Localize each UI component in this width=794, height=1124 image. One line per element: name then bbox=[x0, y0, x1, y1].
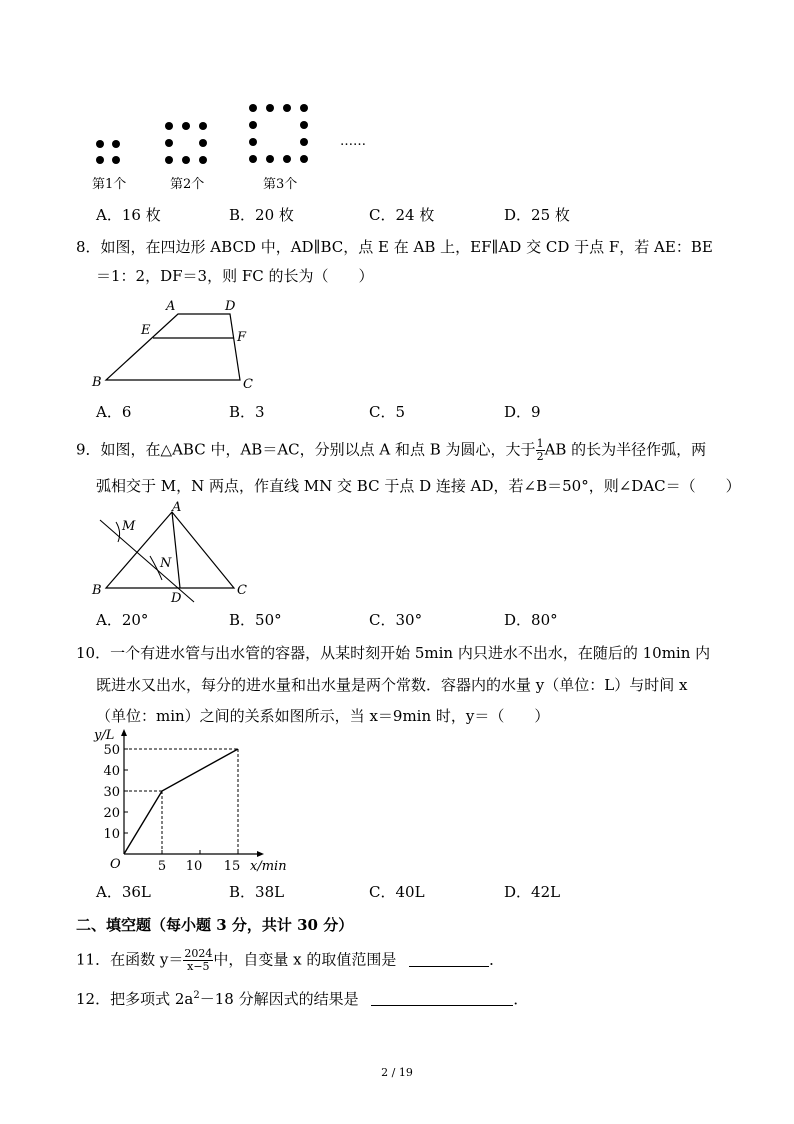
label-D: D bbox=[225, 299, 236, 314]
y-tick-label: 10 bbox=[103, 827, 120, 842]
q9-stem-line1-a: 9．如图，在△ABC 中，AB＝AC，分别以点 A 和点 B 为圆心，大于 bbox=[76, 440, 536, 459]
q10-stem-line1: 10．一个有进水管与出水管的容器，从某时刻开始 5min 内只进水不出水，在随后的 10min 内 bbox=[76, 644, 711, 662]
q9-frac-num: 1 bbox=[536, 437, 544, 450]
q9-stem-line2: 弧相交于 M，N 两点，作直线 MN 交 BC 于点 D 连接 AD，若∠B＝50°，则∠DAC＝（ ） bbox=[96, 477, 741, 495]
q10-option-b[interactable]: B．38L bbox=[229, 883, 285, 901]
q7-option-c[interactable]: C．24 枚 bbox=[369, 206, 435, 224]
label-B: B bbox=[92, 375, 102, 390]
q8-option-b[interactable]: B．3 bbox=[229, 403, 265, 421]
q11-fraction bbox=[183, 948, 213, 973]
pattern-2-label: 第2个 bbox=[170, 177, 205, 192]
q12-answer-blank[interactable] bbox=[371, 991, 513, 1006]
q7-option-a[interactable]: A．16 枚 bbox=[96, 206, 161, 224]
q10-stem-line3: （单位：min）之间的关系如图所示，当 x＝9min 时，y＝（ ） bbox=[96, 707, 550, 725]
q9-stem-line1-b: AB 的长为半径作弧，两 bbox=[544, 440, 707, 459]
y-tick-label: 30 bbox=[103, 785, 120, 800]
q9-option-a[interactable]: A．20° bbox=[96, 611, 149, 629]
label-D: D bbox=[171, 591, 182, 606]
q9-fraction bbox=[536, 438, 545, 463]
q8-trapezoid-figure bbox=[88, 296, 268, 394]
label-C: C bbox=[243, 377, 253, 392]
label-A: A bbox=[166, 299, 176, 314]
pattern-3-label: 第3个 bbox=[263, 177, 298, 192]
q11-frac-den: x−5 bbox=[187, 960, 210, 973]
q11-answer-blank[interactable] bbox=[409, 952, 489, 967]
q12-stem bbox=[76, 986, 528, 1009]
x-tick-label: 10 bbox=[185, 859, 203, 874]
pattern-1 bbox=[96, 140, 120, 164]
ellipsis: …… bbox=[340, 134, 366, 149]
q11-prefix: 11．在函数 y＝ bbox=[76, 950, 184, 969]
x-axis-arrow bbox=[257, 851, 264, 857]
q9-stem-line1 bbox=[76, 438, 706, 463]
q9-frac-den: 2 bbox=[536, 450, 544, 463]
pattern-2 bbox=[165, 122, 207, 164]
q9-option-b[interactable]: B．50° bbox=[229, 611, 282, 629]
q8-option-a[interactable]: A．6 bbox=[96, 403, 132, 421]
x-tick-label: 15 bbox=[223, 859, 241, 874]
q8-option-d[interactable]: D．9 bbox=[504, 403, 541, 421]
y-axis-arrow bbox=[121, 729, 127, 736]
y-tick-label: 40 bbox=[103, 764, 120, 779]
y-tick-label: 50 bbox=[103, 743, 120, 758]
q10-stem-line2: 既进水又出水，每分的进水量和出水量是两个常数．容器内的水量 y（单位：L）与时间 x bbox=[96, 676, 688, 694]
label-B: B bbox=[92, 583, 102, 598]
q9-option-d[interactable]: D．80° bbox=[504, 611, 558, 629]
q7-option-b[interactable]: B．20 枚 bbox=[229, 206, 294, 224]
q11-suffix: 中，自变量 x 的取值范围是 bbox=[213, 950, 397, 969]
pattern-3 bbox=[249, 104, 308, 163]
label-A: A bbox=[172, 500, 182, 515]
q12-sup: 2 bbox=[193, 990, 200, 1001]
q10-option-c[interactable]: C．40L bbox=[369, 883, 425, 901]
dot-pattern-figure bbox=[90, 98, 320, 168]
q8-option-c[interactable]: C．5 bbox=[369, 403, 406, 421]
q9-triangle-figure bbox=[88, 500, 260, 606]
q12-prefix: 12．把多项式 2a bbox=[76, 990, 194, 1008]
x-axis-label: x/min bbox=[250, 859, 287, 874]
label-C: C bbox=[237, 583, 247, 598]
label-E: E bbox=[141, 323, 151, 338]
q11-frac-num: 2024 bbox=[184, 947, 213, 960]
q10-option-a[interactable]: A．36L bbox=[96, 883, 151, 901]
q11-stem bbox=[76, 948, 504, 973]
pattern-1-label: 第1个 bbox=[92, 177, 127, 192]
label-F: F bbox=[237, 330, 247, 345]
q11-end: ． bbox=[489, 950, 505, 969]
q8-stem-line2: ＝1：2，DF＝3，则 FC 的长为（ ） bbox=[96, 267, 374, 285]
x-tick-label: 5 bbox=[157, 859, 167, 874]
q9-option-c[interactable]: C．30° bbox=[369, 611, 423, 629]
water-volume-chart bbox=[88, 726, 308, 878]
q12-end: ． bbox=[513, 990, 529, 1008]
y-axis-label: y/L bbox=[94, 728, 115, 743]
page-number: 2 / 19 bbox=[381, 1066, 413, 1079]
q7-option-d[interactable]: D．25 枚 bbox=[504, 206, 570, 224]
series-line bbox=[124, 749, 238, 854]
q12-suffix: －18 分解因式的结果是 bbox=[199, 990, 359, 1008]
origin-label: O bbox=[110, 857, 121, 872]
q10-option-d[interactable]: D．42L bbox=[504, 883, 561, 901]
y-tick-label: 20 bbox=[103, 806, 120, 821]
section-2-title: 二、填空题（每小题 3 分，共计 30 分） bbox=[76, 916, 354, 934]
label-M: M bbox=[122, 519, 136, 534]
q8-stem-line1: 8．如图，在四边形 ABCD 中，AD∥BC，点 E 在 AB 上，EF∥AD 交 CD 于点 F，若 AE：BE bbox=[76, 238, 713, 256]
label-N: N bbox=[160, 556, 172, 571]
